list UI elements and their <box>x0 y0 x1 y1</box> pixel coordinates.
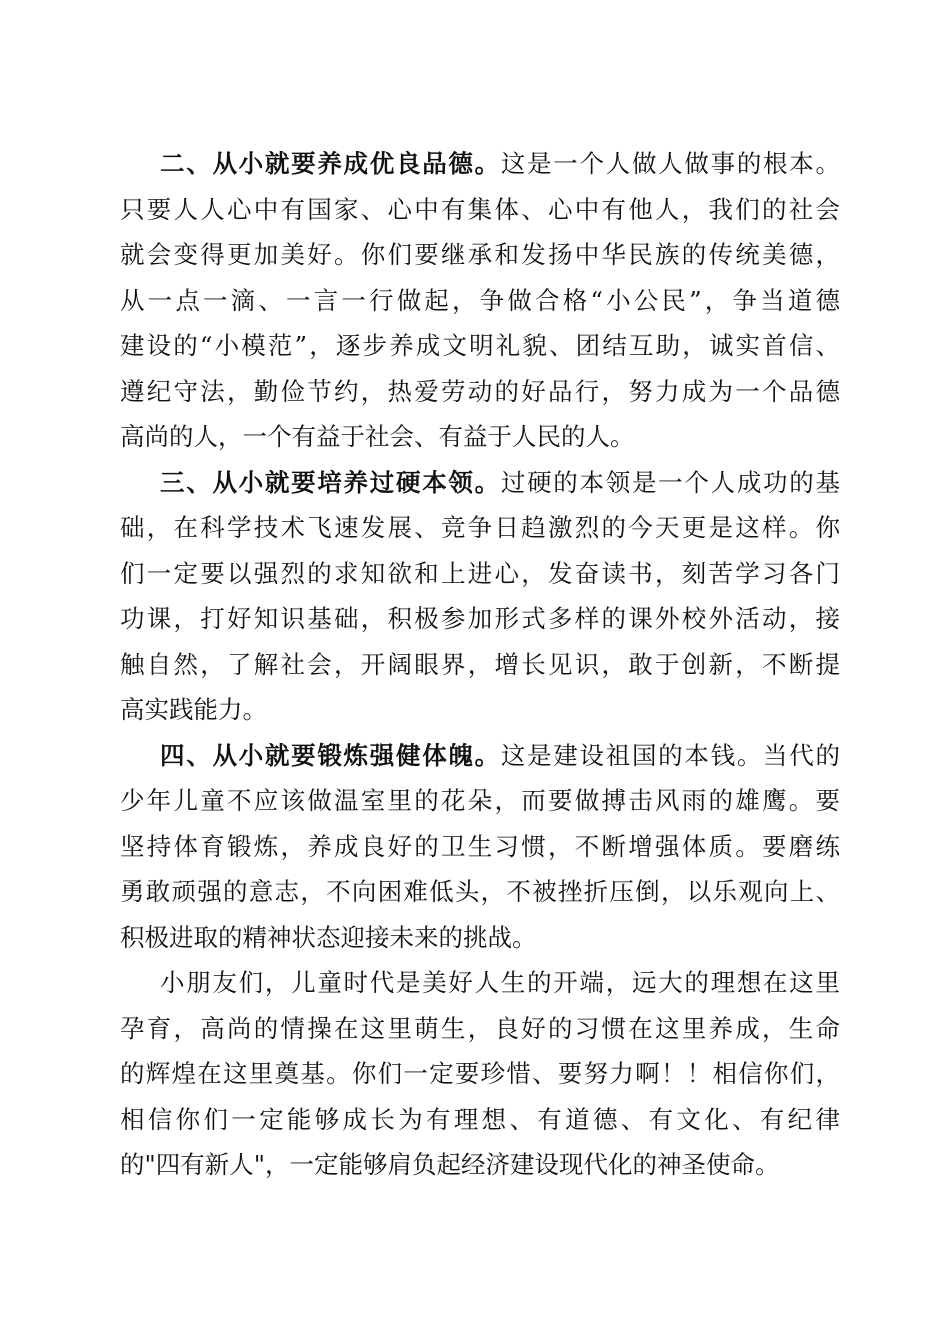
paragraph-3 <box>120 460 840 733</box>
text-line: 的"四有新人"，一定能够肩负起经济建设现代化的神圣使命。 <box>120 1150 780 1179</box>
text-line: 建设的“小模范”，逐步养成文明礼貌、团结互助，诚实首信、 <box>120 331 840 360</box>
text-line: 积极进取的精神状态迎接未来的挑战。 <box>120 922 537 952</box>
paragraph-2 <box>120 141 840 460</box>
body-text <box>120 141 840 1188</box>
section-heading: 二、从小就要养成优良品德。 <box>160 149 501 178</box>
paragraph-first-line <box>120 141 840 187</box>
text-line: 们一定要以强烈的求知欲和上进心，发奋读书，刻苦学习各门 <box>120 558 840 588</box>
text-line: 只要人人心中有国家、心中有集体、心中有他人，我们的社会 <box>120 194 840 224</box>
text-line: 就会变得更加美好。你们要继承和发扬中华民族的传统美德， <box>120 240 840 269</box>
section-heading: 三、从小就要培养过硬本领。 <box>160 467 501 497</box>
text-line: 勇敢顽强的意志，不向困难低头，不被挫折压倒，以乐观向上、 <box>120 877 840 906</box>
line-text: 这是一个人做人做事的根本。 <box>500 149 840 178</box>
text-line: 坚持体育锻炼，养成良好的卫生习惯，不断增强体质。要磨练 <box>120 831 840 861</box>
text-line: 的辉煌在这里奠基。你们一定要珍惜、要努力啊！！相信你们， <box>120 1059 840 1088</box>
line-text: 这是建设祖国的本钱。当代的 <box>500 740 840 770</box>
text-line: 遵纪守法，勤俭节约，热爱劳动的好品行，努力成为一个品德 <box>120 376 840 406</box>
text-line: 从一点一滴、一言一行做起，争做合格“小公民”，争当道德 <box>120 285 840 315</box>
line-text: 过硬的本领是一个人成功的基 <box>500 467 840 497</box>
text-line: 触自然，了解社会，开阔眼界，增长见识，敢于创新，不断提 <box>120 649 840 679</box>
text-line: 础，在科学技术飞速发展、竞争日趋激烈的今天更是这样。你 <box>120 513 840 542</box>
section-heading: 四、从小就要锻炼强健体魄。 <box>160 740 501 770</box>
paragraph-first-line <box>120 460 840 506</box>
paragraph-first-line <box>120 733 840 779</box>
paragraph-first-line: 小朋友们，儿童时代是美好人生的开端，远大的理想在这里 <box>160 968 840 997</box>
paragraph-5 <box>120 960 840 1188</box>
text-line: 功课，打好知识基础，积极参加形式多样的课外校外活动，接 <box>120 604 840 633</box>
text-line: 高尚的人，一个有益于社会、有益于人民的人。 <box>120 422 635 451</box>
paragraph-4 <box>120 733 840 961</box>
text-line: 少年儿童不应该做温室里的花朵，而要做搏击风雨的雄鹰。要 <box>120 786 840 815</box>
text-line: 相信你们一定能够成长为有理想、有道德、有文化、有纪律 <box>120 1104 840 1134</box>
text-line: 孕育，高尚的情操在这里萌生，良好的习惯在这里养成，生命 <box>120 1013 840 1043</box>
text-line: 高实践能力。 <box>120 695 267 724</box>
